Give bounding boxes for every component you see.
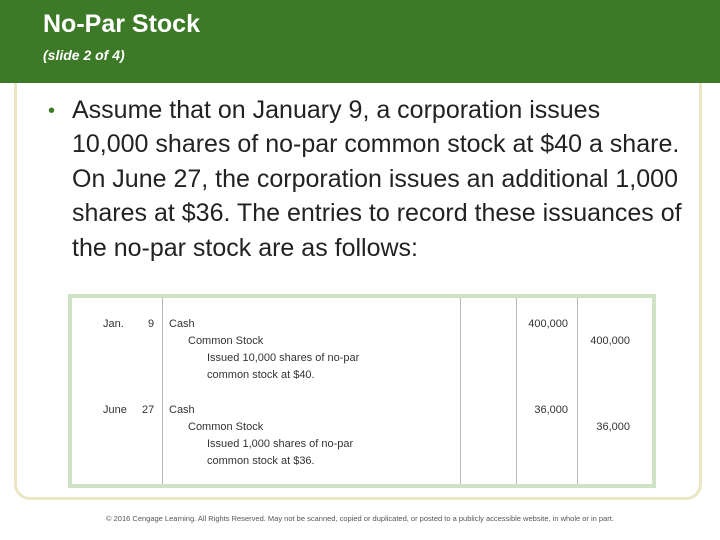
credit-account: Common Stock	[188, 335, 264, 347]
column-divider	[162, 298, 163, 484]
slide-title: No-Par Stock	[43, 10, 200, 38]
entry-explanation: Issued 1,000 shares of no-par	[207, 438, 354, 450]
copyright-footer: © 2016 Cengage Learning. All Rights Reserved. May not be scanned, copied or duplicated, or posted to a publicly accessible website, in whole or in part.	[106, 514, 614, 523]
bullet-icon: •	[48, 100, 56, 122]
column-divider	[577, 298, 578, 484]
entry-day: 9	[148, 318, 155, 330]
slide-subtitle: (slide 2 of 4)	[43, 47, 125, 63]
credit-amount: 36,000	[596, 421, 630, 433]
entry-day: 27	[142, 404, 155, 416]
column-divider	[460, 298, 461, 484]
entry-explanation: common stock at $36.	[207, 455, 315, 467]
credit-amount: 400,000	[590, 335, 630, 347]
debit-account: Cash	[169, 404, 195, 416]
entry-month: June	[103, 404, 127, 416]
entry-month: Jan.	[103, 318, 124, 330]
credit-account: Common Stock	[188, 421, 264, 433]
debit-amount: 36,000	[534, 404, 568, 416]
slide-header	[0, 0, 720, 83]
entry-explanation: Issued 10,000 shares of no-par	[207, 352, 360, 364]
debit-account: Cash	[169, 318, 195, 330]
bullet-text: Assume that on January 9, a corporation issues 10,000 shares of no-par common stock at $40 a share. On June 27, the corporation issues an additional 1,000 shares at $36. The entries to record these issuances of the no-par stock are as follows:	[72, 96, 682, 262]
journal-entry-table	[68, 294, 656, 488]
debit-amount: 400,000	[528, 318, 568, 330]
entry-explanation: common stock at $40.	[207, 369, 315, 381]
